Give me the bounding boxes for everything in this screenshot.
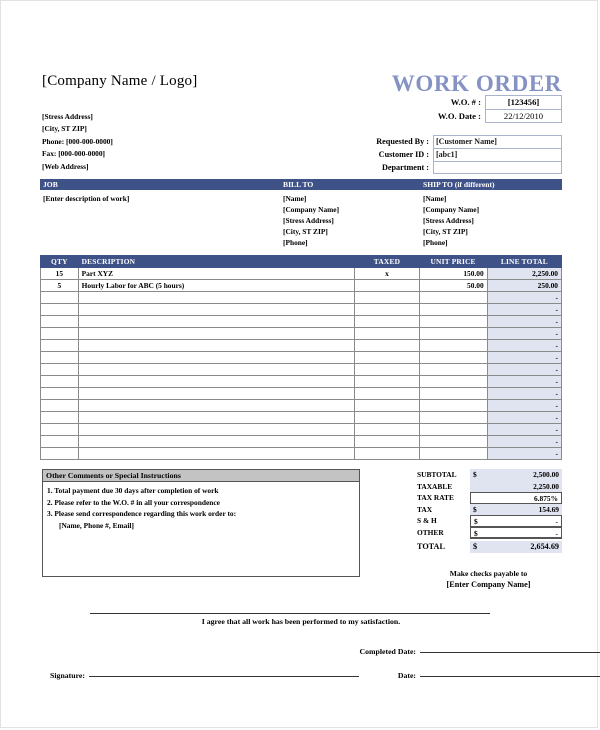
item-description-cell[interactable]	[78, 328, 355, 340]
item-qty-cell[interactable]	[41, 448, 79, 460]
totals-row	[415, 504, 562, 516]
company-address-line: Fax: [000-000-0000]	[42, 149, 106, 159]
item-qty-cell[interactable]	[41, 412, 79, 424]
comment-line: 3. Please send correspondence regarding this work order to:	[47, 509, 237, 518]
item-line-total-cell[interactable]: -	[487, 364, 561, 376]
item-qty-cell[interactable]	[41, 292, 79, 304]
department-label: Department :	[381, 163, 429, 172]
company-address-line: [Stress Address]	[42, 112, 93, 121]
item-unit-price-cell[interactable]	[419, 304, 487, 316]
item-line-total-cell[interactable]: -	[487, 400, 561, 412]
totals-row-value-group[interactable]	[470, 492, 562, 504]
item-line-total-cell[interactable]: 250.00	[487, 280, 561, 292]
bill-to-block[interactable]	[280, 193, 420, 255]
customer-id-field[interactable]: [abc1]	[433, 148, 562, 161]
ship-to-line: [Company Name]	[423, 205, 480, 214]
table-row[interactable]	[41, 388, 562, 400]
table-row[interactable]	[41, 400, 562, 412]
currency-symbol: $	[471, 516, 489, 526]
totals-row-label: TAXABLE	[417, 481, 453, 491]
ship-to-line: [Name]	[423, 194, 447, 203]
item-unit-price-cell[interactable]	[419, 340, 487, 352]
wo-date-label: W.O. Date :	[437, 111, 481, 121]
parties-header-bar	[40, 179, 562, 190]
item-taxed-cell[interactable]	[355, 376, 419, 388]
company-address-line: Phone: [000-000-0000]	[42, 136, 113, 146]
table-row[interactable]	[41, 436, 562, 448]
bill-to-line: [Stress Address]	[283, 216, 334, 225]
totals-row	[415, 481, 562, 493]
line-items-table	[40, 255, 562, 460]
item-description-cell[interactable]	[78, 352, 355, 364]
requested-by-field[interactable]: [Customer Name]	[433, 135, 562, 148]
item-description-cell[interactable]	[78, 388, 355, 400]
parties-body	[40, 190, 562, 255]
totals-row-value: 2,654.69	[488, 541, 562, 553]
item-description-cell[interactable]	[78, 412, 355, 424]
item-unit-price-cell[interactable]	[419, 436, 487, 448]
totals-row	[415, 541, 562, 553]
wo-number-row	[415, 95, 562, 109]
comments-contact: [Name, Phone #, Email]	[59, 520, 134, 530]
totals-row-value-group[interactable]	[470, 527, 562, 539]
comment-line: 2. Please refer to the W.O. # in all your correspondence	[47, 497, 220, 507]
totals-row-value-group[interactable]	[470, 515, 562, 527]
column-header-unit-price: UNIT PRICE	[419, 256, 487, 268]
signature-label: Signature:	[50, 671, 85, 680]
item-qty-cell[interactable]	[41, 436, 79, 448]
item-description-cell[interactable]	[78, 340, 355, 352]
table-row[interactable]	[41, 328, 562, 340]
wo-date-row	[415, 109, 562, 123]
item-unit-price-cell[interactable]	[419, 352, 487, 364]
comments-box[interactable]	[42, 481, 360, 577]
line-items-body	[41, 268, 562, 460]
item-line-total-cell[interactable]: -	[487, 328, 561, 340]
item-taxed-cell[interactable]	[355, 424, 419, 436]
currency-symbol: $	[470, 504, 488, 516]
item-qty-cell[interactable]	[41, 376, 79, 388]
item-qty-cell[interactable]: 5	[41, 280, 79, 292]
item-taxed-cell[interactable]	[355, 352, 419, 364]
date-field[interactable]	[397, 671, 600, 680]
item-unit-price-cell[interactable]: 50.00	[419, 280, 487, 292]
item-qty-cell[interactable]	[41, 364, 79, 376]
item-taxed-cell[interactable]	[355, 448, 419, 460]
item-line-total-cell[interactable]: 2,250.00	[487, 268, 561, 280]
item-qty-cell[interactable]	[41, 340, 79, 352]
item-description-cell[interactable]	[78, 424, 355, 436]
ship-to-line: [Stress Address]	[423, 216, 474, 225]
make-checks-payable-block	[415, 568, 562, 590]
requested-by-label: Requested By :	[376, 137, 429, 146]
totals-row-value-group	[470, 504, 562, 516]
currency-symbol: $	[470, 469, 488, 481]
totals-row-label: OTHER	[417, 527, 444, 537]
item-qty-cell[interactable]	[41, 424, 79, 436]
totals-row-label: S & H	[417, 516, 437, 525]
item-taxed-cell[interactable]	[355, 316, 419, 328]
totals-row	[415, 527, 562, 539]
totals-row	[415, 515, 562, 527]
wo-number-label: W.O. # :	[450, 97, 481, 107]
item-qty-cell[interactable]	[41, 400, 79, 412]
ship-to-block[interactable]	[420, 193, 562, 255]
completed-date-rule	[420, 651, 600, 653]
item-qty-cell[interactable]	[41, 328, 79, 340]
job-description-text: [Enter description of work]	[43, 194, 130, 203]
item-taxed-cell[interactable]	[355, 388, 419, 400]
column-header-taxed: TAXED	[355, 256, 419, 268]
document-header	[40, 51, 562, 179]
date-rule	[420, 675, 600, 677]
ship-to-line: [Phone]	[423, 238, 448, 247]
item-qty-cell[interactable]	[41, 304, 79, 316]
column-header-description: DESCRIPTION	[78, 256, 355, 268]
item-line-total-cell[interactable]: -	[487, 352, 561, 364]
item-qty-cell[interactable]	[41, 316, 79, 328]
item-taxed-cell[interactable]	[355, 436, 419, 448]
item-description-cell[interactable]: Hourly Labor for ABC (5 hours)	[78, 280, 355, 292]
item-taxed-cell[interactable]: x	[355, 268, 419, 280]
totals-row-label: SUBTOTAL	[417, 470, 457, 479]
item-description-cell[interactable]	[78, 436, 355, 448]
table-row[interactable]	[41, 424, 562, 436]
table-row[interactable]	[41, 364, 562, 376]
column-header-line-total: LINE TOTAL	[487, 256, 561, 268]
item-unit-price-cell[interactable]	[419, 388, 487, 400]
page-title: WORK ORDER	[391, 71, 562, 96]
totals-row-value-group	[470, 481, 562, 493]
item-unit-price-cell[interactable]	[419, 376, 487, 388]
totals-row-value-group	[470, 541, 562, 553]
totals-panel	[415, 469, 562, 553]
agreement-text: I agree that all work has been performed to my satisfaction.	[201, 617, 401, 626]
currency-symbol	[471, 493, 489, 503]
ship-to-column-header: SHIP TO (if different)	[423, 180, 495, 189]
item-line-total-cell[interactable]: -	[487, 388, 561, 400]
totals-row-value: 2,500.00	[488, 469, 562, 481]
job-column-header: JOB	[43, 180, 58, 189]
item-unit-price-cell[interactable]	[419, 448, 487, 460]
table-row[interactable]	[41, 268, 562, 280]
table-row[interactable]	[41, 412, 562, 424]
totals-row-value[interactable]: 6.875%	[489, 493, 561, 503]
item-qty-cell[interactable]	[41, 388, 79, 400]
totals-row-label: TOTAL	[417, 542, 445, 551]
completed-date-label: Completed Date:	[359, 647, 416, 656]
bill-to-line: [Company Name]	[283, 205, 340, 214]
item-line-total-cell[interactable]: -	[487, 376, 561, 388]
item-description-cell[interactable]	[78, 316, 355, 328]
item-taxed-cell[interactable]	[355, 328, 419, 340]
lower-section	[40, 469, 562, 589]
totals-row-value[interactable]: -	[489, 528, 561, 538]
item-description-cell[interactable]	[78, 292, 355, 304]
company-address-block	[42, 111, 113, 173]
item-taxed-cell[interactable]	[355, 280, 419, 292]
line-items-header-row	[41, 256, 562, 268]
column-header-qty: QTY	[41, 256, 79, 268]
comments-title: Other Comments or Special Instructions	[42, 469, 360, 481]
item-taxed-cell[interactable]	[355, 364, 419, 376]
requested-by-row	[357, 135, 562, 148]
table-row[interactable]	[41, 376, 562, 388]
wo-number-field[interactable]: [123456]	[485, 95, 562, 109]
bill-to-column-header: BILL TO	[283, 180, 314, 189]
requester-fields	[357, 135, 562, 174]
ship-to-line: [City, ST ZIP]	[423, 227, 468, 236]
item-line-total-cell[interactable]: -	[487, 412, 561, 424]
item-line-total-cell[interactable]: -	[487, 448, 561, 460]
item-line-total-cell[interactable]: -	[487, 424, 561, 436]
bill-to-line: [City, ST ZIP]	[283, 227, 328, 236]
totals-row	[415, 492, 562, 504]
signature-section	[40, 613, 562, 683]
item-unit-price-cell[interactable]	[419, 364, 487, 376]
make-checks-payable-company: [Enter Company Name]	[446, 580, 531, 589]
item-unit-price-cell[interactable]	[419, 400, 487, 412]
completed-date-field[interactable]	[359, 647, 600, 656]
item-taxed-cell[interactable]	[355, 412, 419, 424]
comments-panel	[42, 469, 360, 577]
item-description-cell[interactable]	[78, 376, 355, 388]
item-line-total-cell[interactable]: -	[487, 316, 561, 328]
item-taxed-cell[interactable]	[355, 304, 419, 316]
item-line-total-cell[interactable]: -	[487, 292, 561, 304]
table-row[interactable]	[41, 280, 562, 292]
item-qty-cell[interactable]	[41, 352, 79, 364]
item-unit-price-cell[interactable]	[419, 292, 487, 304]
item-unit-price-cell[interactable]	[419, 328, 487, 340]
signature-field[interactable]	[50, 671, 359, 680]
table-row[interactable]	[41, 292, 562, 304]
totals-row-value-group	[470, 469, 562, 481]
totals-row-value[interactable]: -	[489, 516, 561, 526]
item-line-total-cell[interactable]: -	[487, 340, 561, 352]
item-unit-price-cell[interactable]: 150.00	[419, 268, 487, 280]
item-qty-cell[interactable]: 15	[41, 268, 79, 280]
job-description-area[interactable]	[40, 193, 280, 255]
currency-symbol: $	[470, 541, 488, 553]
item-description-cell[interactable]	[78, 448, 355, 460]
department-field[interactable]	[433, 161, 562, 174]
document-sheet	[40, 51, 562, 683]
make-checks-payable-label: Make checks payable to	[449, 569, 528, 578]
item-taxed-cell[interactable]	[355, 292, 419, 304]
totals-row-label: TAX RATE	[417, 493, 454, 502]
totals-row-value: 154.69	[488, 504, 562, 516]
item-unit-price-cell[interactable]	[419, 412, 487, 424]
item-unit-price-cell[interactable]	[419, 424, 487, 436]
bill-to-line: [Phone]	[283, 238, 308, 247]
date-label: Date:	[397, 671, 416, 680]
comment-line: 1. Total payment due 30 days after completion of work	[47, 486, 219, 495]
table-row[interactable]	[41, 304, 562, 316]
company-address-line: [City, ST ZIP]	[42, 124, 87, 134]
wo-date-field[interactable]: 22/12/2010	[485, 109, 562, 123]
department-row	[357, 161, 562, 174]
currency-symbol	[470, 481, 488, 493]
table-row[interactable]	[41, 352, 562, 364]
totals-row-value: 2,250.00	[488, 481, 562, 493]
item-description-cell[interactable]	[78, 304, 355, 316]
item-taxed-cell[interactable]	[355, 400, 419, 412]
item-line-total-cell[interactable]: -	[487, 304, 561, 316]
signature-rule	[89, 675, 359, 677]
bill-to-line: [Name]	[283, 194, 307, 203]
work-order-meta	[415, 95, 562, 123]
table-row[interactable]	[41, 340, 562, 352]
item-unit-price-cell[interactable]	[419, 316, 487, 328]
item-description-cell[interactable]	[78, 364, 355, 376]
table-row[interactable]	[41, 316, 562, 328]
customer-id-row	[357, 148, 562, 161]
currency-symbol: $	[471, 528, 489, 538]
totals-row-label: TAX	[417, 504, 433, 514]
item-description-cell[interactable]: Part XYZ	[78, 268, 355, 280]
table-row[interactable]	[41, 448, 562, 460]
company-address-line: [Web Address]	[42, 161, 89, 171]
item-description-cell[interactable]	[78, 400, 355, 412]
customer-id-label: Customer ID :	[378, 150, 429, 159]
item-line-total-cell[interactable]: -	[487, 436, 561, 448]
agreement-rule	[90, 613, 490, 614]
company-logo: [Company Name / Logo]	[42, 73, 198, 89]
totals-row	[415, 469, 562, 481]
item-taxed-cell[interactable]	[355, 340, 419, 352]
